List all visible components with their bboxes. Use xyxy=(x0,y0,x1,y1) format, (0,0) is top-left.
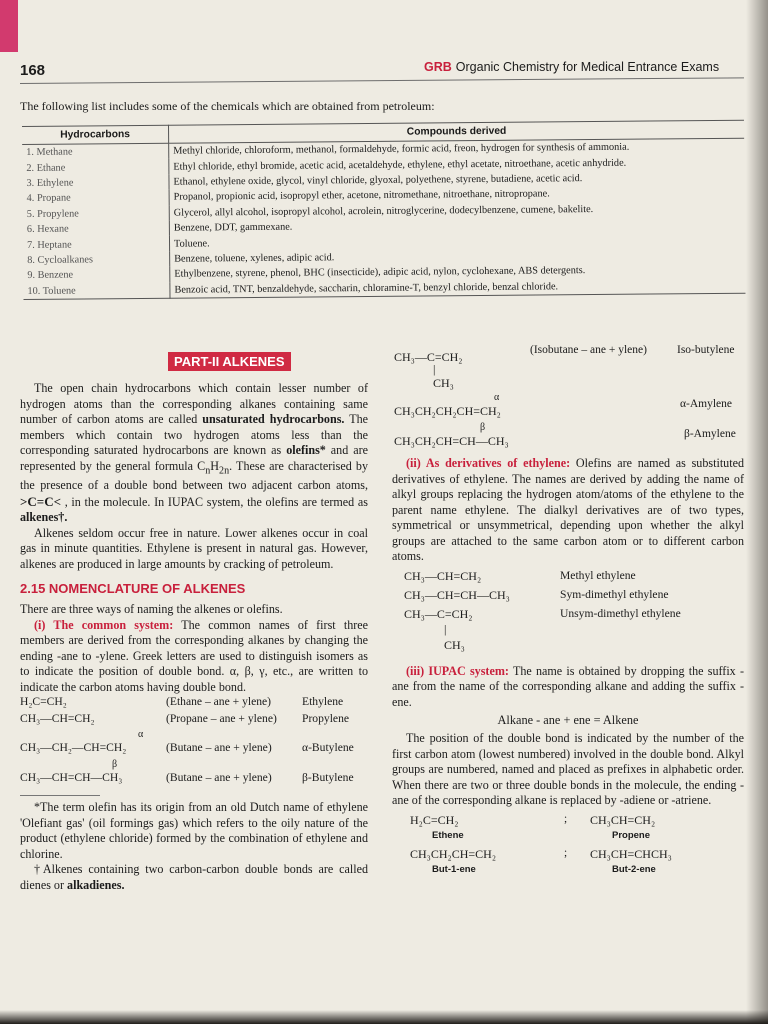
hydrocarbon-cell: 9. Benzene xyxy=(23,267,170,284)
ethylene-derivative-examples xyxy=(392,569,744,626)
iupac-examples xyxy=(392,813,744,881)
derivative-example-row xyxy=(392,569,744,588)
petroleum-chemicals-table xyxy=(22,120,745,300)
iupac-formula: CH₃CH₂CH=CH₂ xyxy=(410,846,496,861)
intro-text: The following list includes some of the chemicals which are obtained from petroleum: xyxy=(20,99,435,113)
iupac-name: But-2-ene xyxy=(612,863,656,875)
derivative-formula: CH₃—C=CH₂ xyxy=(404,606,473,621)
example-name: α-Butylene xyxy=(302,741,354,755)
derivative-name: Unsym-dimethyl ethylene xyxy=(560,606,681,620)
compounds-cell: Benzoic acid, TNT, benzaldehyde, saccharin, chloramine-T, benzyl chloride, benzal chloride. xyxy=(170,277,746,298)
greek-locant: α xyxy=(138,729,144,741)
para-iupac-system: (iii) IUPAC system: The name is obtained by dropping the suffix -ane from the name of the corresponding alkane and adding the suffix -ene. xyxy=(392,663,744,709)
compounds-cell: Toluene. xyxy=(173,237,210,250)
para-common-system: (i) The common system: The common names of first three members are derived from the corresponding alkanes by changing the ending -ane to -ylene. Greek letters are used to distinguish isomers as to indicate the position of double bond. α, β, γ, etc., are written to indicate the carbon atoms having double bond. xyxy=(20,617,369,694)
example-rule: (Propane – ane + ylene) xyxy=(166,712,277,726)
common-name-examples xyxy=(20,695,368,789)
iupac-formula: CH₃CH=CH₂ xyxy=(590,812,656,827)
example-name: β-Butylene xyxy=(302,771,354,785)
para-occurrence: Alkenes seldom occur free in nature. Lower alkenes occur in coal gas in minute quantities. Ethylene is present in natural gas. However, alkenes are produced in large amounts by cracking of petroleum. xyxy=(20,525,368,571)
derivative-formula: CH₃—CH=CH₂ xyxy=(404,568,482,583)
derivative-name: Sym-dimethyl ethylene xyxy=(560,587,669,601)
hydrocarbon-cell: 4. Propane xyxy=(23,190,170,207)
compounds-cell: Propanol, propionic acid, isopropyl ether, acetone, nitromethane, nitroethane, nitropropane. xyxy=(173,188,550,204)
alkane-alkene-equation: Alkane - ane + ene = Alkene xyxy=(497,713,639,727)
derivative-example-row xyxy=(392,588,744,607)
hydrocarbon-cell: 8. Cycloalkanes xyxy=(23,251,170,268)
header-rule xyxy=(20,77,744,84)
right-column: CH₃—C=CH₂ | CH₃ (Isobutane – ane + ylene) Iso-butylene α CH₃CH₂CH₂CH=CH₂ α-Amylene β CH₃CH₂CH=CH—CH₃ β-Amylene (ii) As derivatives of ethylene: Olefins are named as substituted derivatives of ethylene. The names are derived by adding the name of alkyl groups replacing the hydrogen atom/atoms of the ethylene to the parent name ethylene. The dialkyl derivatives are of two types, symmetrical or unsymmetrical, depending upon whether the alkyl groups are attached to the same carbon atom or to different carbon atoms. CH₃—CH=CH₂ Methyl ethylene CH₃—CH=CH—CH₃ Sym-dimethyl ethylene CH₃—C=CH₂ Unsym-dimethyl ethylene | CH₃ (iii) IUPAC system: The name is obtained by dropping the suffix -ane from the name of the corresponding alkane and adding the suffix -ene. Alkane - ane + ene = Alkene The position of the double bond is indicated by the number of the first carbon atom (lowest numbered) involved in the double bond. Alkyl groups are numbered, named and placed as prefixes in alphabetic order. When there are two or three double bonds in the molecule, the ending -ane of the corresponding alkane is replaced by -adiene or -atriene. H₂C=CH₂ Ethene CH₃CH=CH₂ Propene ; CH₃CH₂CH=CH₂ But-1-ene CH₃CH=CHCH₃ But-2-ene ; xyxy=(392,344,744,881)
para-three-ways: There are three ways of naming the alkenes or olefins. xyxy=(20,602,283,617)
left-column xyxy=(20,352,368,893)
compounds-cell: Ethylbenzene, styrene, phenol, BHC (insecticide), adipic acid, nylon, cyclohexane, ABS detergents. xyxy=(174,265,586,280)
compounds-cell: Ethanol, ethylene oxide, glycol, vinyl chloride, glyoxal, polyethene, styrene, butadiene, acetic acid. xyxy=(173,173,583,188)
page-number: 168 xyxy=(20,62,46,79)
compounds-cell: Benzene, toluene, xylenes, adipic acid. xyxy=(174,252,335,265)
iupac-name: Ethene xyxy=(432,829,464,841)
hydrocarbon-cell: 2. Ethane xyxy=(22,159,169,176)
iupac-example-row xyxy=(392,813,744,847)
beta-amylene-example: β CH₃CH₂CH=CH—CH₃ β-Amylene xyxy=(394,422,736,448)
footnote-olefin: *The term olefin has its origin from an old Dutch name of ethylene 'Olefiant gas' (oil formings gas) which refers to the oily nature of the product (ethylene chloride) formed by the combination of ethylene and chlorine. xyxy=(20,800,368,861)
example-formula: CH₃—CH=CH—CH₃ xyxy=(20,771,123,785)
example-rule: (Ethane – ane + ylene) xyxy=(166,695,272,709)
para-double-bond-position: The position of the double bond is indicated by the number of the first carbon atom (lowest numbered) involved in the double bond. Alkyl groups are numbered, named and placed as prefixes in alphabetic order. When there are two or three double bonds in the molecule, the ending -ane of the corresponding alkane is replaced by -adiene or -atriene. xyxy=(392,731,744,807)
para-ethylene-derivatives: (ii) As derivatives of ethylene: Olefins are named as substituted derivatives of ethylene. The names are derived by adding the name of alkyl groups replacing the hydrogen atom/atoms of the ethylene to the parent name ethylene. The dialkyl derivatives are of two types, symmetrical or unsymmetrical, depending upon whether the alkyl groups are attached to the same carbon atom or to different carbon atoms. xyxy=(392,456,744,563)
iupac-formula: CH₃CH=CHCH₃ xyxy=(590,846,672,861)
section-heading-nomenclature: 2.15 NOMENCLATURE OF ALKENES xyxy=(20,581,246,597)
para-unsaturated: The open chain hydrocarbons which contain lesser number of hydrogen atoms than the corresponding alkanes containing same number of carbon atoms are called unsaturated hydrocarbons. The members which contain two hydrogen atoms less than the corresponding saturated hydrocarbons are known as olefins* and are represented by the general formula $C_nH_{2n}$. These are characterised by the presence of a double bond between two adjacent carbon atoms, >C=C< , in the molecule. In IUPAC system, the olefins are termed as alkenes†. xyxy=(20,381,368,525)
iupac-formula: H₂C=CH₂ xyxy=(410,812,459,827)
part-heading: PART-II ALKENES xyxy=(168,352,291,371)
compounds-cell: Benzene, DDT, gammexane. xyxy=(173,221,293,234)
derivative-formula: CH₃—CH=CH—CH₃ xyxy=(404,587,510,602)
compounds-cell: Glycerol, allyl alcohol, isopropyl alcohol, acrolein, nitroglycerine, dodecylbenzene, cumene, bakelite. xyxy=(173,203,594,219)
iupac-name: But-1-ene xyxy=(432,863,476,875)
isobutylene-example: CH₃—C=CH₂ | CH₃ (Isobutane – ane + ylene) Iso-butylene xyxy=(394,344,735,390)
example-formula: CH₃—CH=CH₂ xyxy=(20,712,95,726)
example-rule: (Butane – ane + ylene) xyxy=(166,741,272,755)
page-bottom-shadow xyxy=(0,1010,768,1024)
common-name-example-row xyxy=(20,729,368,759)
example-rule: (Butane – ane + ylene) xyxy=(166,771,272,785)
separator: ; xyxy=(564,812,568,825)
footnote-alkadienes: †Alkenes containing two carbon-carbon double bonds are called dienes or alkadienes. xyxy=(20,862,368,892)
derivative-name: Methyl ethylene xyxy=(560,568,636,582)
hydrocarbon-cell: 3. Ethylene xyxy=(22,175,169,192)
page-edge-tab xyxy=(0,0,18,52)
footnote-rule xyxy=(20,795,100,796)
example-formula: CH₃—CH₂—CH=CH₂ xyxy=(20,741,127,755)
iupac-name: Propene xyxy=(612,829,651,841)
example-formula: H₂C=CH₂ xyxy=(20,695,67,709)
compounds-cell: Ethyl chloride, ethyl bromide, acetic acid, acetaldehyde, ethylene, ethyl acetate, nitroethane, acetic anhydride. xyxy=(173,157,627,173)
hydrocarbon-cell: 5. Propylene xyxy=(23,205,170,222)
iupac-example-row xyxy=(392,847,744,881)
running-head xyxy=(424,60,719,74)
common-name-example-row xyxy=(20,695,368,712)
page-shadow xyxy=(746,0,768,1024)
alpha-amylene-example: α CH₃CH₂CH₂CH=CH₂ α-Amylene xyxy=(394,392,733,418)
hydrocarbon-cell: 10. Toluene xyxy=(23,282,170,299)
example-name: Propylene xyxy=(302,712,350,726)
separator: ; xyxy=(564,846,568,859)
example-name: Ethylene xyxy=(302,695,344,709)
table-header-hydrocarbons: Hydrocarbons xyxy=(22,125,169,144)
hydrocarbon-cell: 7. Heptane xyxy=(23,236,170,253)
publisher-brand: GRB xyxy=(424,60,452,74)
common-name-example-row xyxy=(20,712,368,729)
common-name-example-row xyxy=(20,759,368,789)
book-title: Organic Chemistry for Medical Entrance Exams xyxy=(455,60,720,74)
compounds-cell: Methyl chloride, chloroform, methanol, formaldehyde, formic acid, freon, hydrogen for synthesis of ammonia. xyxy=(173,141,630,157)
greek-locant: β xyxy=(112,759,118,771)
hydrocarbon-cell: 1. Methane xyxy=(22,143,169,160)
table-header-compounds: Compounds derived xyxy=(168,120,744,143)
hydrocarbon-cell: 6. Hexane xyxy=(23,221,170,238)
